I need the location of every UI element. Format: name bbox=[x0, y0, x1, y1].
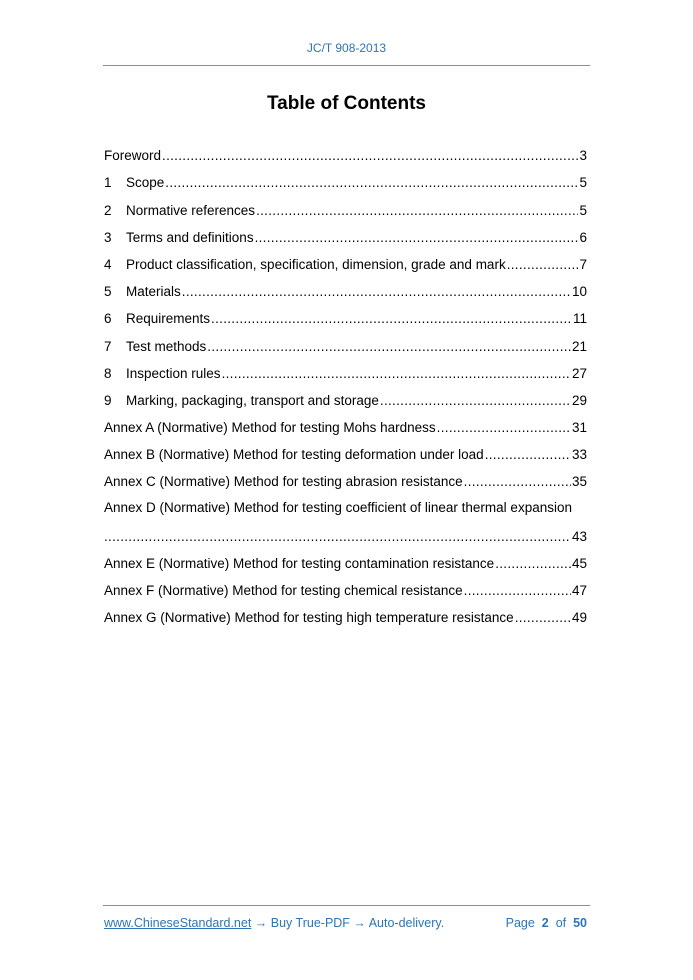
current-page-number: 2 bbox=[541, 916, 549, 930]
toc-dot-leader bbox=[515, 607, 571, 629]
toc-entry-number: 7 bbox=[104, 338, 112, 354]
page-title: Table of Contents bbox=[266, 93, 427, 114]
toc-entry-label: Inspection rules bbox=[126, 365, 221, 381]
toc-entry-page: 49 bbox=[571, 610, 587, 626]
toc-entry-annex-f[interactable] bbox=[104, 575, 587, 602]
toc-entry-label: Annex D (Normative) Method for testing coefficient of linear thermal expansion bbox=[104, 500, 572, 516]
table-of-contents bbox=[104, 140, 587, 629]
toc-entry-page: 47 bbox=[571, 583, 587, 599]
toc-dot-leader bbox=[222, 363, 571, 385]
footer-divider bbox=[103, 905, 590, 906]
toc-entry-page: 31 bbox=[571, 420, 587, 436]
toc-entry-requirements[interactable] bbox=[104, 303, 587, 330]
header-divider bbox=[103, 65, 590, 66]
toc-entry-page: 3 bbox=[579, 148, 587, 164]
toc-entry-number: 4 bbox=[104, 256, 112, 272]
site-link[interactable]: www.ChineseStandard.net bbox=[104, 916, 252, 930]
page-label: Page bbox=[505, 916, 535, 930]
toc-entry-label: Foreword bbox=[104, 148, 162, 164]
toc-entry-page: 29 bbox=[571, 392, 587, 408]
toc-entry-page: 7 bbox=[579, 256, 587, 272]
toc-entry-label: Annex G (Normative) Method for testing high temperature resistance bbox=[104, 610, 514, 626]
toc-entry-label: Annex B (Normative) Method for testing deformation under load bbox=[104, 447, 484, 463]
toc-entry-page: 33 bbox=[571, 447, 587, 463]
toc-entry-annex-a[interactable] bbox=[104, 412, 587, 439]
toc-entry-annex-c[interactable] bbox=[104, 466, 587, 493]
toc-entry-foreword[interactable] bbox=[104, 140, 587, 167]
toc-entry-label: Scope bbox=[126, 175, 165, 191]
toc-dot-leader bbox=[256, 200, 578, 222]
toc-dot-leader bbox=[464, 580, 571, 602]
toc-entry-materials[interactable] bbox=[104, 276, 587, 303]
toc-entry-page: 27 bbox=[571, 365, 587, 381]
toc-entry-label: Annex E (Normative) Method for testing contamination resistance bbox=[104, 556, 495, 571]
toc-entry-number: 5 bbox=[104, 284, 112, 300]
toc-entry-number: 3 bbox=[104, 229, 112, 245]
toc-dot-leader bbox=[495, 553, 571, 575]
toc-dot-leader bbox=[207, 336, 571, 358]
toc-entry-number: 6 bbox=[104, 311, 112, 327]
toc-dot-leader bbox=[182, 281, 571, 303]
toc-entry-label: Annex C (Normative) Method for testing abrasion resistance bbox=[104, 474, 463, 490]
toc-entry-page: 43 bbox=[571, 528, 587, 544]
toc-entry-annex-e[interactable] bbox=[104, 548, 587, 575]
toc-entry-test-methods[interactable] bbox=[104, 330, 587, 357]
footer-promo bbox=[104, 916, 444, 930]
toc-entry-label: Test methods bbox=[126, 338, 207, 354]
total-page-count: 50 bbox=[573, 916, 587, 930]
toc-entry-page: 45 bbox=[571, 556, 587, 571]
toc-entry-terms-and-definitions[interactable] bbox=[104, 222, 587, 249]
toc-entry-number: 8 bbox=[104, 365, 112, 381]
toc-entry-page: 6 bbox=[579, 229, 587, 245]
toc-entry-scope[interactable] bbox=[104, 167, 587, 194]
toc-entry-label: Annex F (Normative) Method for testing chemical resistance bbox=[104, 583, 463, 599]
toc-entry-annex-g[interactable] bbox=[104, 602, 587, 629]
toc-entry-label: Requirements bbox=[126, 311, 211, 327]
toc-entry-number: 1 bbox=[104, 175, 112, 191]
toc-entry-page: 5 bbox=[579, 202, 587, 218]
toc-entry-continuation bbox=[104, 521, 587, 548]
toc-entry-page: 5 bbox=[579, 175, 587, 191]
toc-dot-leader bbox=[437, 417, 571, 439]
footer-promo-text: → Buy True-PDF → Auto-delivery. bbox=[251, 916, 445, 930]
toc-dot-leader bbox=[507, 254, 579, 276]
toc-entry-normative-references[interactable] bbox=[104, 194, 587, 221]
toc-entry-label: Materials bbox=[126, 284, 181, 300]
toc-entry-label: Terms and definitions bbox=[126, 229, 254, 245]
toc-entry-page: 35 bbox=[571, 474, 587, 490]
toc-entry-number: 2 bbox=[104, 202, 112, 218]
toc-entry-inspection-rules[interactable] bbox=[104, 358, 587, 385]
page-footer bbox=[104, 916, 587, 930]
toc-entry-page: 21 bbox=[571, 338, 587, 354]
toc-entry-label: Annex A (Normative) Method for testing Mohs hardness bbox=[104, 420, 436, 436]
toc-entry-annex-b[interactable] bbox=[104, 439, 587, 466]
toc-entry-annex-d[interactable] bbox=[104, 493, 587, 547]
toc-dot-leader bbox=[255, 227, 579, 249]
toc-dot-leader bbox=[464, 471, 571, 493]
toc-entry-label: Marking, packaging, transport and storage bbox=[126, 392, 379, 408]
toc-entry-label: Normative references bbox=[126, 202, 256, 218]
toc-entry-number: 9 bbox=[104, 392, 112, 408]
toc-dot-leader bbox=[380, 390, 571, 412]
document-code-header: JC/T 908-2013 bbox=[306, 41, 387, 55]
toc-dot-leader bbox=[485, 444, 571, 466]
toc-entry-page: 10 bbox=[571, 284, 587, 300]
toc-dot-leader bbox=[162, 145, 578, 167]
page-indicator bbox=[506, 916, 587, 930]
page-of-label: of bbox=[555, 916, 567, 930]
toc-entry-page: 11 bbox=[572, 311, 587, 327]
toc-dot-leader bbox=[211, 308, 572, 330]
toc-entry-product-classification[interactable] bbox=[104, 249, 587, 276]
toc-entry-label: Product classification, specification, dimension, grade and mark bbox=[126, 256, 506, 272]
toc-dot-leader bbox=[104, 526, 571, 548]
toc-entry-marking-packaging[interactable] bbox=[104, 385, 587, 412]
toc-dot-leader bbox=[165, 172, 578, 194]
